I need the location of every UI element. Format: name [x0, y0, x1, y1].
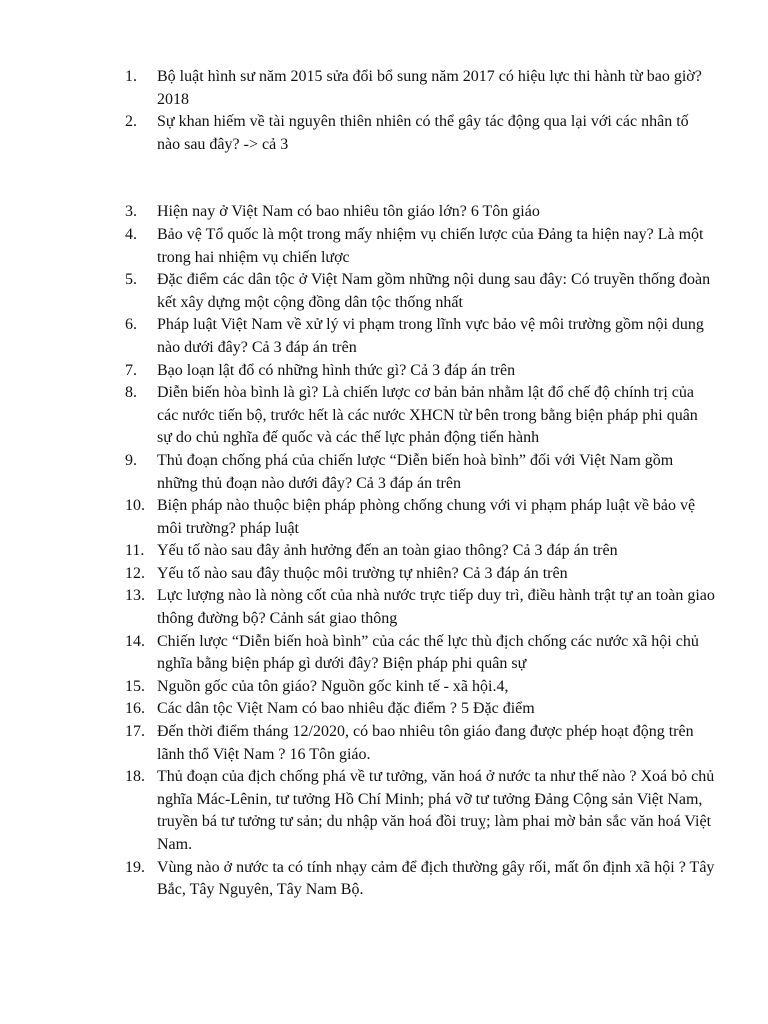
item-text: Các dân tộc Việt Nam có bao nhiêu đặc điểm ? 5 Đặc điểm: [157, 700, 535, 718]
list-item: [125, 224, 715, 269]
item-number: 13.: [125, 587, 145, 605]
list-item: [125, 766, 715, 856]
item-text: Yếu tố nào sau đây ảnh hưởng đến an toàn giao thông? Cả 3 đáp án trên: [157, 542, 618, 560]
item-text: Hiện nay ở Việt Nam có bao nhiêu tôn giáo lớn? 6 Tôn giáo: [157, 203, 540, 221]
item-number: 3.: [125, 203, 137, 221]
item-text: Thủ đoạn chống phá của chiến lược “Diễn biến hoà bình” đối với Việt Nam gồm những thủ đoạn nào dưới đây? Cả 3 đáp án trên: [157, 451, 674, 492]
item-number: 10.: [125, 497, 145, 515]
item-number: 1.: [125, 68, 137, 85]
item-number: 4.: [125, 225, 137, 243]
item-text: Bảo vệ Tổ quốc là một trong mấy nhiệm vụ chiến lược của Đảng ta hiện nay? Là một trong hai nhiệm vụ chiến lược: [157, 225, 704, 266]
item-number: 12.: [125, 564, 145, 582]
item-number: 11.: [125, 542, 145, 560]
item-text: Đến thời điểm tháng 12/2020, có bao nhiêu tôn giáo đang được phép hoạt động trên lãnh thổ Việt Nam ? 16 Tôn giáo.: [157, 723, 694, 763]
item-text: Bạo loạn lật đổ có những hình thức gì? Cả 3 đáp án trên: [157, 361, 516, 379]
list-item: [125, 631, 715, 676]
item-text: Đặc điểm các dân tộc ở Việt Nam gồm những nội dung sau đây: Có truyền thống đoàn kết xây dựng một cộng đồng dân tộc thống nhất: [157, 271, 711, 311]
item-text: Lực lượng nào là nòng cốt của nhà nước trực tiếp duy trì, điều hành trật tự an toàn giao thông đường bộ? Cảnh sát giao thông: [157, 587, 715, 628]
item-number: 6.: [125, 316, 137, 334]
list-item: [125, 563, 715, 586]
item-text: Bộ luật hình sư năm 2015 sửa đổi bổ sung năm 2017 có hiệu lực thi hành từ bao giờ?2018: [157, 68, 702, 108]
list-item: [125, 698, 715, 721]
item-number: 2.: [125, 113, 137, 131]
item-text: Diễn biến hòa bình là gì? Là chiến lược cơ bản bản nhằm lật đổ chế độ chính trị của các nước tiến bộ, trước hết là các nước XHCN từ bên trong bằng biện pháp phi quân sự do chủ nghĩa đế quốc và các thế lực phản động tiến hành: [157, 384, 698, 447]
list-item: [125, 314, 715, 359]
list-item: [125, 382, 715, 450]
list-item: [125, 360, 715, 383]
item-number: 17.: [125, 723, 145, 741]
item-number: 16.: [125, 700, 145, 718]
list-item: [125, 721, 715, 766]
item-text: Sự khan hiếm về tài nguyên thiên nhiên có thể gây tác động qua lại với các nhân tố nào sau đây? -> cả 3: [157, 113, 689, 153]
list-item: [125, 450, 715, 495]
list-item: [125, 111, 715, 156]
item-text: Yếu tố nào sau đây thuộc môi trường tự nhiên? Cả 3 đáp án trên: [157, 564, 568, 582]
list-item: [125, 201, 715, 224]
list-item: [125, 857, 715, 902]
list-item: [125, 676, 715, 699]
item-text: Biện pháp nào thuộc biện pháp phòng chống chung với vi phạm pháp luật về bảo vệ môi trường? pháp luật: [157, 497, 696, 537]
item-number: 14.: [125, 632, 145, 650]
item-text: Vùng nào ở nước ta có tính nhạy cảm để địch thường gây rối, mất ổn định xã hội ? Tây Bắc, Tây Nguyên, Tây Nam Bộ.: [157, 858, 715, 899]
list-item: [125, 495, 715, 540]
item-text: Thủ đoạn của địch chống phá về tư tưởng, văn hoá ở nước ta như thế nào ? Xoá bỏ chủ nghĩa Mác-Lênin, tư tưởng Hồ Chí Minh; phá vỡ tư tưởng Đảng Cộng sản Việt Nam, truyền bá tư tưởng tư sản; du nhập văn hoá đồi truỵ; làm phai mờ bản sắc văn hoá Việt Nam.: [157, 768, 715, 853]
list-item: [125, 66, 715, 111]
list-item: [125, 269, 715, 314]
item-number: 5.: [125, 271, 137, 289]
item-text: Pháp luật Việt Nam về xử lý vi phạm trong lĩnh vực bảo vệ môi trường gồm nội dung nào dưới đây? Cả 3 đáp án trên: [157, 316, 704, 356]
item-number: 8.: [125, 384, 137, 402]
item-number: 19.: [125, 858, 145, 876]
item-number: 15.: [125, 677, 145, 695]
item-number: 7.: [125, 361, 137, 379]
item-text: Chiến lược “Diễn biến hoà bình” của các thế lực thù địch chống các nước xã hội chủ nghĩa bằng biện pháp gì dưới đây? Biện pháp phi quân sự: [157, 632, 699, 673]
item-text: Nguồn gốc của tôn giáo? Nguồn gốc kinh tế - xã hội.4,: [157, 677, 509, 695]
item-number: 9.: [125, 451, 137, 469]
list-item: [125, 585, 715, 630]
item-number: 18.: [125, 768, 145, 786]
list-item: [125, 540, 715, 563]
question-list: [125, 66, 715, 902]
